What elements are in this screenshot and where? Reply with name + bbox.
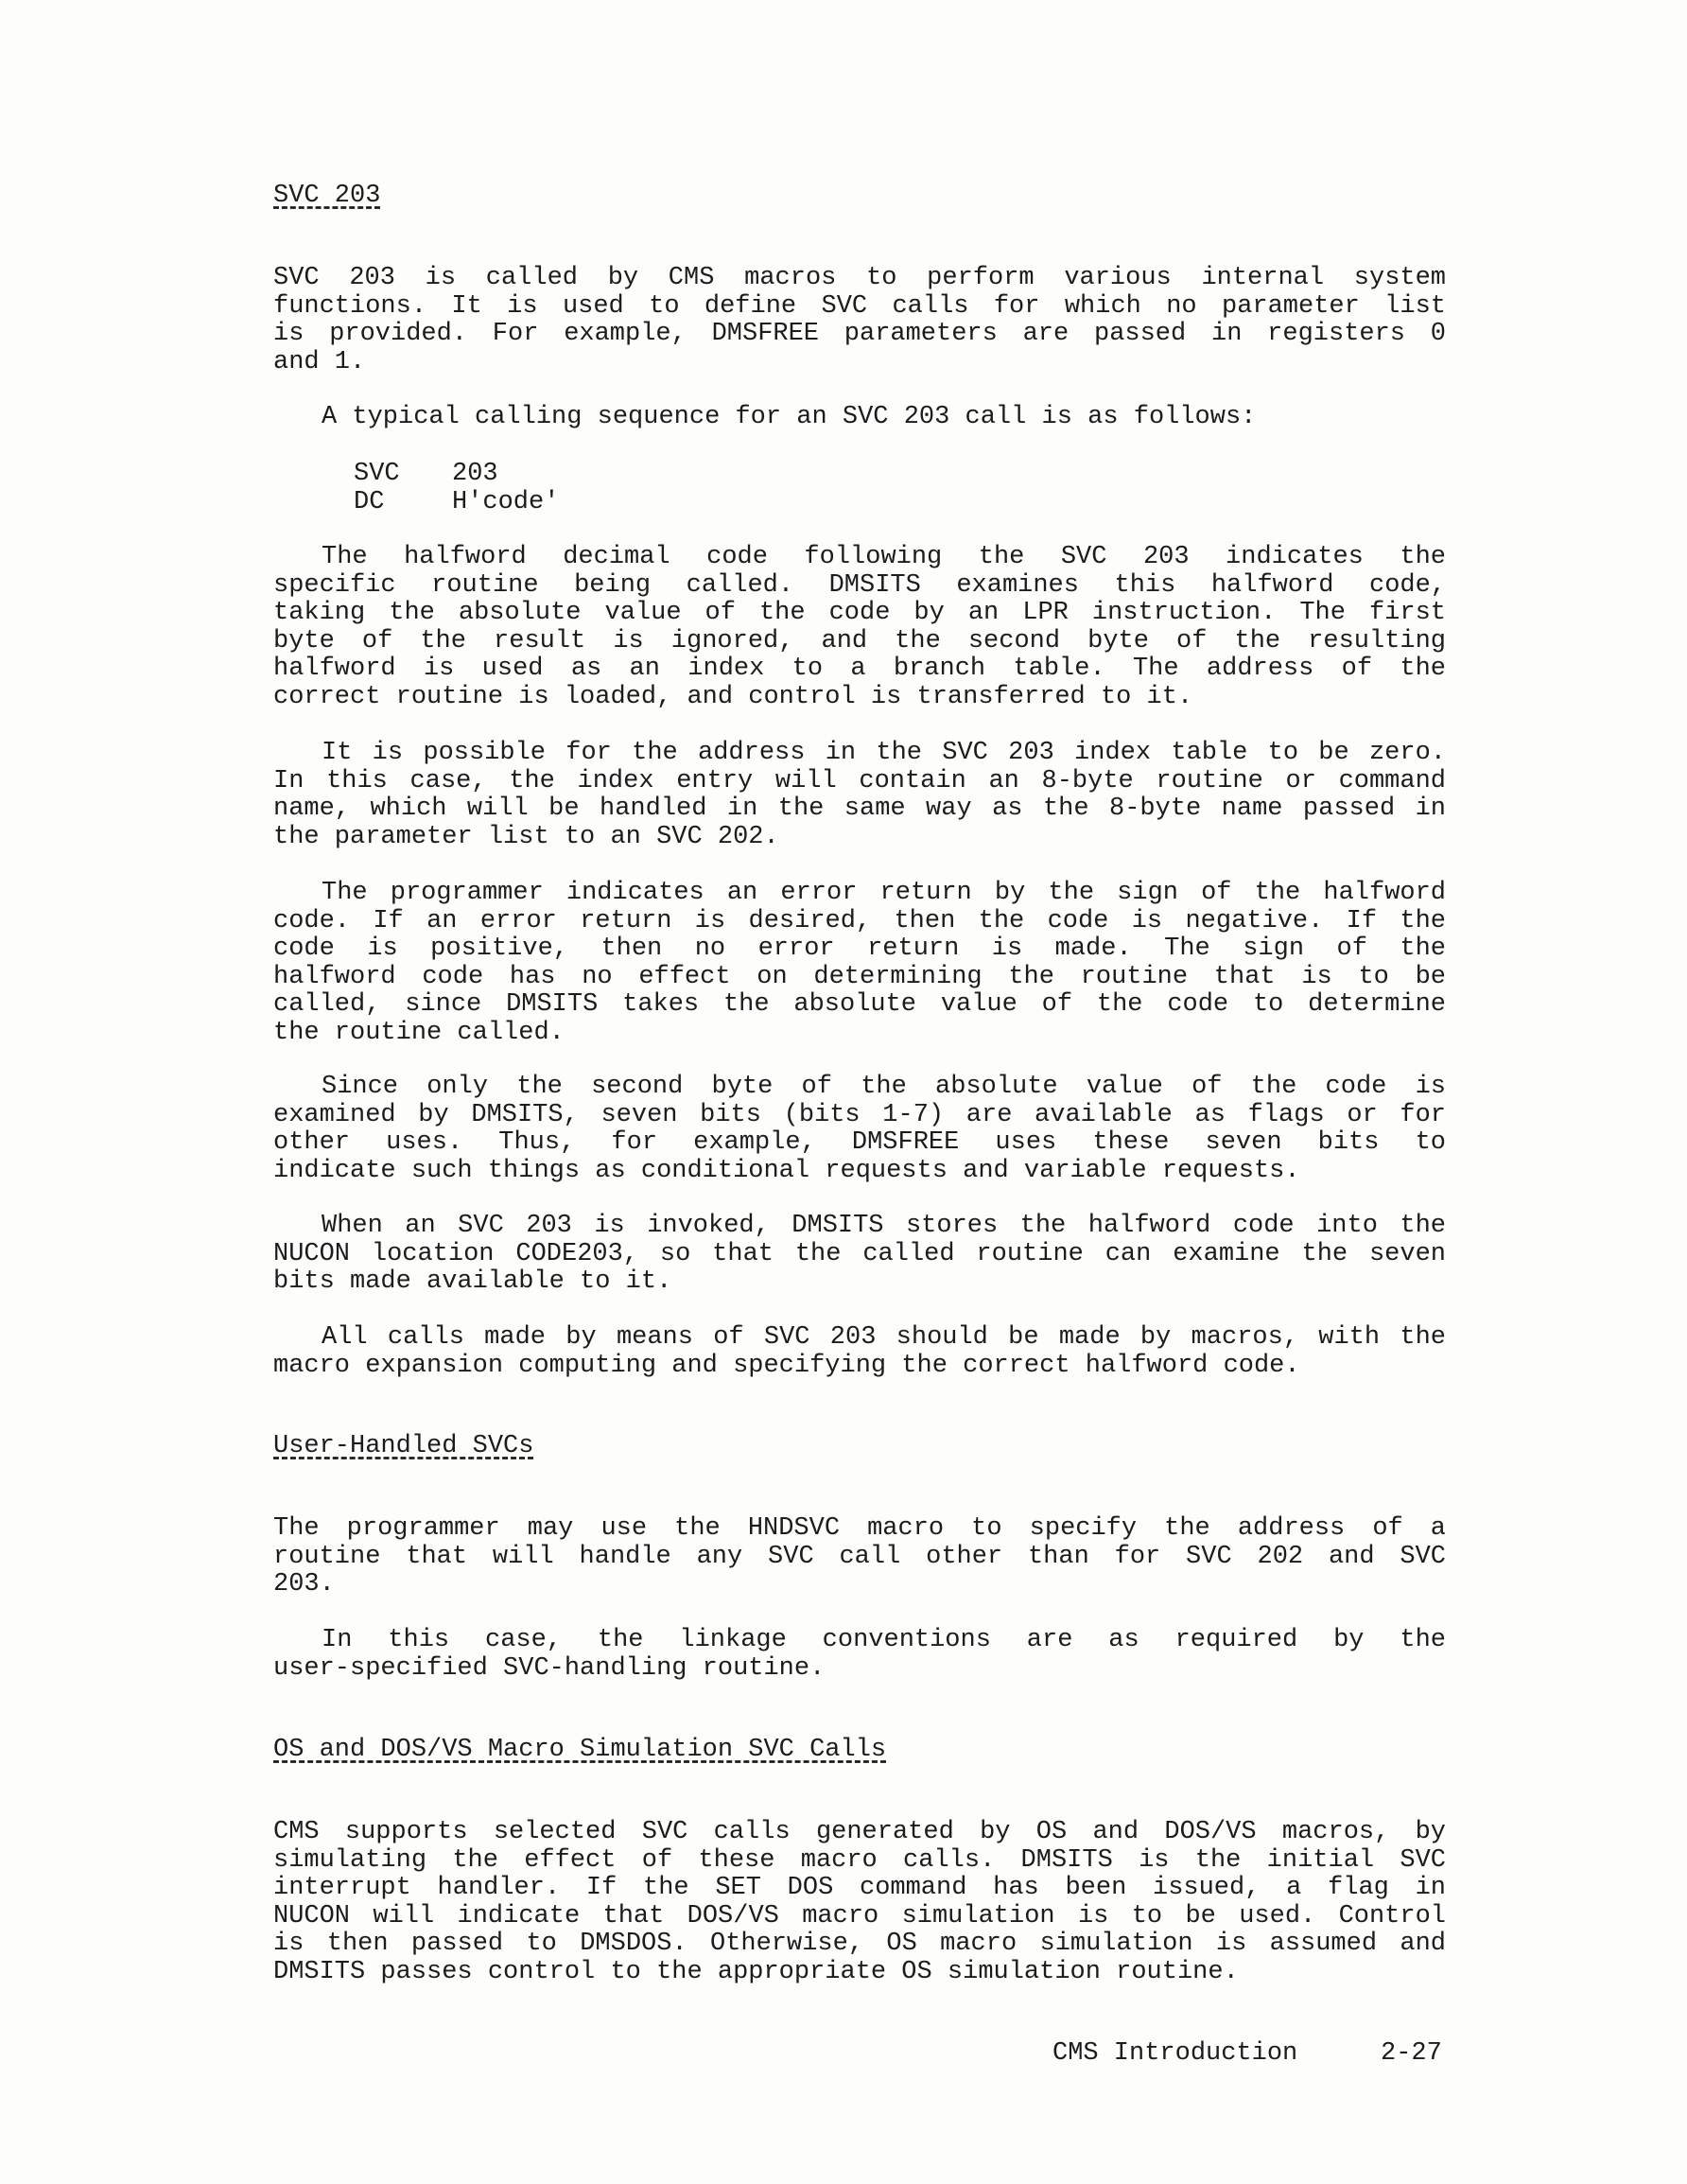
code-opcode: DC [354,487,385,516]
text-line: indicate such things as conditional requests and variable requests. [273,1156,1300,1185]
paragraph-zero-address [273,740,1446,851]
code-operand: 203 [452,460,498,488]
text-line: halfword code has no effect on determining the routine that is to be [273,962,1446,991]
heading-svc-203: SVC 203 [273,182,381,210]
text-line: In this case, the linkage conventions are as required by the [322,1626,1446,1654]
heading-user-handled-svcs: User-Handled SVCs [273,1432,534,1460]
text-line: SVC 203 is called by CMS macros to perform various internal system [273,264,1446,292]
text-line: functions. It is used to define SVC calls for which no parameter list [273,291,1446,321]
text-line: interrupt handler. If the SET DOS command has been issued, a flag in [273,1874,1446,1902]
text-line: name, which will be handled in the same way as the 8-byte name passed in [273,795,1446,823]
footer-title: CMS Introduction [1052,2039,1298,2068]
text-line: code is positive, then no error return is made. The sign of the [273,935,1446,963]
text-line: CMS supports selected SVC calls generated by OS and DOS/VS macros, by [273,1818,1446,1846]
text-line: correct routine is loaded, and control is transferred to it. [273,682,1193,711]
text-line: The programmer may use the HNDSVC macro to specify the address of a [273,1514,1446,1543]
code-line [354,489,559,517]
heading-os-dos-simulation: OS and DOS/VS Macro Simulation SVC Calls [273,1736,887,1764]
text-line: The programmer indicates an error return by the sign of the halfword [322,879,1446,907]
paragraph-svc203-invoked [273,1213,1446,1297]
text-line: A typical calling sequence for an SVC 203 call is as follows: [322,403,1257,431]
text-line: halfword is used as an index to a branch table. The address of the [273,655,1446,683]
text-line: The halfword decimal code following the SVC 203 indicates the [322,543,1446,571]
paragraph-hndsvc-macro [273,1515,1446,1599]
text-line: and 1. [273,347,366,376]
code-line [354,461,559,489]
code-operand: H'code' [452,487,560,516]
paragraph-error-return [273,880,1446,1047]
text-line: is provided. For example, DMSFREE parameters are passed in registers 0 [273,320,1446,348]
text-line: other uses. Thus, for example, DMSFREE uses these seven bits to [273,1128,1446,1157]
text-line: All calls made by means of SVC 203 should be made by macros, with the [322,1323,1446,1352]
text-line: routine that will handle any SVC call other than for SVC 202 and SVC [273,1542,1446,1571]
text-line: In this case, the index entry will contain an 8-byte routine or command [273,766,1446,795]
text-line: Since only the second byte of the absolute value of the code is [322,1073,1446,1101]
code-block-calling-sequence [354,461,559,516]
text-line: examined by DMSITS, seven bits (bits 1-7) are available as flags or for [273,1100,1446,1129]
text-line: is then passed to DMSDOS. Otherwise, OS macro simulation is assumed and [273,1930,1446,1958]
page-number: 2-27 [1381,2039,1442,2068]
text-line: called, since DMSITS takes the absolute value of the code to determine [273,990,1446,1019]
paragraph-calling-sequence-intro [322,404,1446,432]
paragraph-seven-bits [273,1074,1446,1185]
paragraph-svc203-intro [273,265,1446,376]
text-line: DMSITS passes control to the appropriate OS simulation routine. [273,1957,1239,1986]
text-line: user-specified SVC-handling routine. [273,1653,826,1683]
text-line: It is possible for the address in the SVC 203 index table to be zero. [322,739,1446,767]
text-line: byte of the result is ignored, and the second byte of the resulting [273,626,1446,655]
text-line: code. If an error return is desired, then the code is negative. If the [273,906,1446,935]
text-line: NUCON will indicate that DOS/VS macro simulation is to be used. Control [273,1901,1446,1931]
code-opcode: SVC [354,460,400,488]
text-line: NUCON location CODE203, so that the called routine can examine the seven [273,1239,1446,1268]
paragraph-calls-by-macros [273,1324,1446,1380]
text-line: macro expansion computing and specifying the correct halfword code. [273,1351,1300,1380]
text-line: bits made available to it. [273,1267,672,1296]
text-line: When an SVC 203 is invoked, DMSITS stores the halfword code into the [322,1212,1446,1240]
text-line: the routine called. [273,1018,565,1047]
text-line: 203. [273,1570,335,1599]
text-line: simulating the effect of these macro calls. DMSITS is the initial SVC [273,1845,1446,1875]
text-line: the parameter list to an SVC 202. [273,822,779,851]
text-line: specific routine being called. DMSITS examines this halfword code, [273,570,1446,600]
text-line: taking the absolute value of the code by an LPR instruction. The first [273,599,1446,627]
paragraph-os-dos-simulation [273,1819,1446,1986]
paragraph-halfword-code [273,544,1446,711]
paragraph-linkage-conventions [273,1627,1446,1683]
